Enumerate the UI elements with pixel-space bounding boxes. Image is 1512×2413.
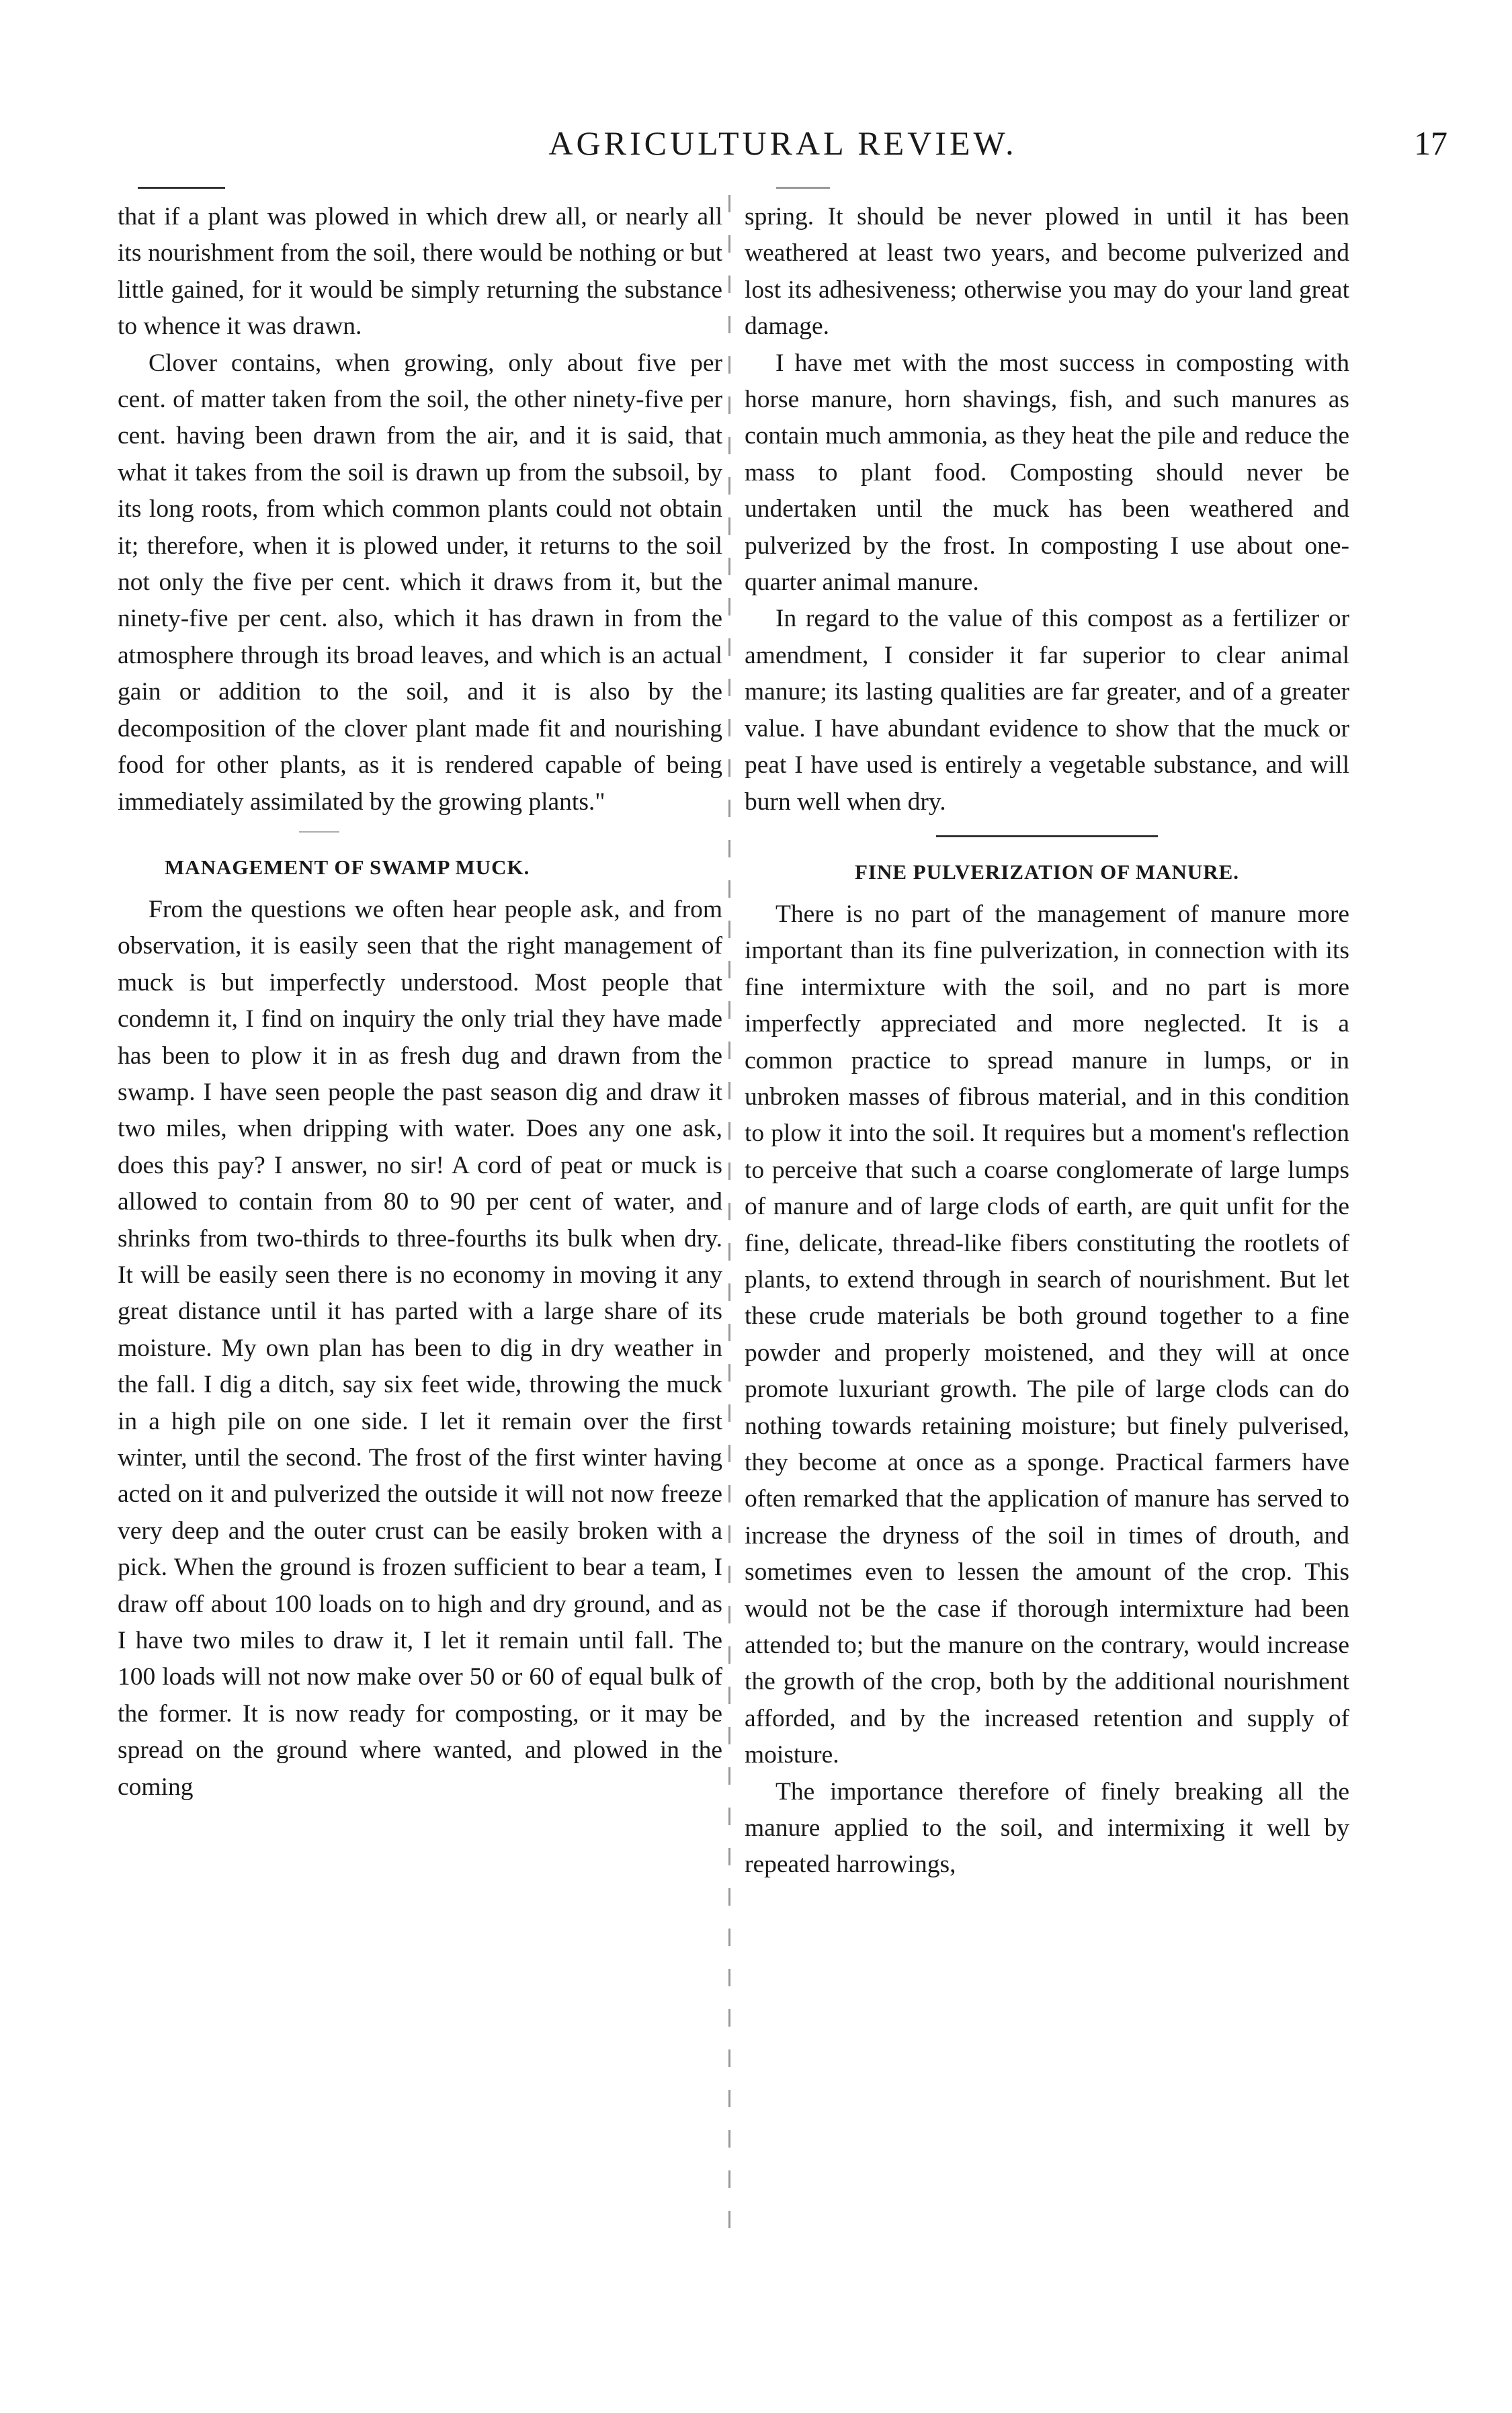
- left-paragraph-1: that if a plant was plowed in which drew all, or nearly all its nourishment from the soil, there would be nothing or but little gained, for it would be simply returning the substance to whence it was drawn.: [118, 203, 722, 341]
- section-rule: [299, 831, 339, 833]
- section-heading-pulverization: FINE PULVERIZATION OF MANURE.: [854, 859, 1240, 884]
- right-paragraph-1: spring. It should be never plowed in until it has been weathered at least two years, and become pulverized and lost its adhesiveness; otherwise you may do your land great damage.: [745, 203, 1349, 341]
- right-paragraph-4: There is no part of the management of manure more important than its fine pulverization, in connection with its fine intermixture with the soil, and no part is more imperfectly appreciated and more neglected. It is a common practice to spread manure in lumps, or in unbroken masses of fibrous material, and in this condition to plow it into the soil. It requires but a moment's reflection to perceive that such a coarse conglomerate of large lumps of manure and of large clods of earth, are quit unfit for the fine, delicate, thread-like fibers constituting the rootlets of plants, to extend through in search of nourishment. But let these crude materials be both ground together to a fine powder and properly moistened, and they will at once promote luxuriant growth. The pile of large clods can do nothing towards retaining moisture; but finely pulverised, they become at once as a sponge. Practical farmers have often remarked that the application of manure has served to increase the dryness of the soil in times of drouth, and sometimes even to lessen the amount of the crop. This would not be the case if thorough intermixture had been attended to; but the manure on the contrary, would increase the growth of the crop, both by the additional nourishment afforded, and by the increased retention and supply of moisture.: [745, 900, 1349, 1769]
- column-divider: [728, 195, 730, 2244]
- section-rule: [936, 835, 1158, 837]
- left-paragraph-2: Clover contains, when growing, only about five per cent. of matter taken from the soil, the other ninety-five per cent. having been drawn from the air, and it is said, that what it takes from the soil is drawn up from the subsoil, by its long roots, from which common plants could not obtain it; therefore, when it is plowed under, it returns to the soil not only the five per cent. which it draws from it, but the ninety-five per cent. also, which it has drawn in from the atmosphere through its broad leaves, and which is an actual gain or addition to the soil, and it is also by the decomposition of the clover plant made fit and nourishing food for other plants, as it is rendered capable of being immediately assimilated by the growing plants.": [118, 349, 722, 816]
- running-title: AGRICULTURAL REVIEW.: [548, 124, 1017, 162]
- left-paragraph-3: From the questions we often hear people ask, and from observation, it is easily seen that the right management of muck is but imperfectly understood. Most people that condemn it, I find on inquiry the only trial they have made has been to plow it in as fresh dug and drawn from the swamp. I have seen people the past season dig and draw it two miles, when dripping with water. Does any one ask, does this pay? I answer, no sir! A cord of peat or muck is allowed to contain from 80 to 90 per cent of water, and shrinks from two-thirds to three-fourths its bulk when dry. It will be easily seen there is no economy in moving it any great distance until it has parted with a large share of its moisture. My own plan has been to dig in dry weather in the fall. I dig a ditch, say six feet wide, throwing the muck in a high pile on one side. I let it remain over the first winter, until the second. The frost of the first winter having acted on it and pulverized the outside it will not now freeze very deep and the outer crust can be easily broken with a pick. When the ground is frozen sufficient to bear a team, I draw off about 100 loads on to high and dry ground, and as I have two miles to draw it, I let it remain until fall. The 100 loads will not now make over 50 or 60 of equal bulk of the former. It is now ready for composting, or it may be spread on the ground where wanted, and plowed in the coming: [118, 895, 722, 1801]
- header-rule-right: [776, 187, 830, 189]
- left-column: [118, 199, 722, 1806]
- section-heading-swamp-muck: MANAGEMENT OF SWAMP MUCK.: [165, 855, 530, 879]
- page-number: 17: [1414, 124, 1447, 162]
- right-paragraph-5: The importance therefore of finely breaking all the manure applied to the soil, and intermixing it well by repeated harrowings,: [745, 1777, 1349, 1879]
- page-header: [114, 120, 1452, 173]
- right-column: [745, 199, 1349, 1883]
- right-paragraph-3: In regard to the value of this compost as a fertilizer or amendment, I consider it far superior to clear animal manure; its lasting qualities are far greater, and of a greater value. I have abundant evidence to show that the muck or peat I have used is entirely a vegetable substance, and will burn well when dry.: [745, 605, 1349, 816]
- header-rule-left: [138, 187, 225, 189]
- right-paragraph-2: I have met with the most success in composting with horse manure, horn shavings, fish, and such manures as contain much ammonia, as they heat the pile and reduce the mass to plant food. Composting should never be undertaken until the muck has been weathered and pulverized by the frost. In composting I use about one-quarter animal manure.: [745, 349, 1349, 597]
